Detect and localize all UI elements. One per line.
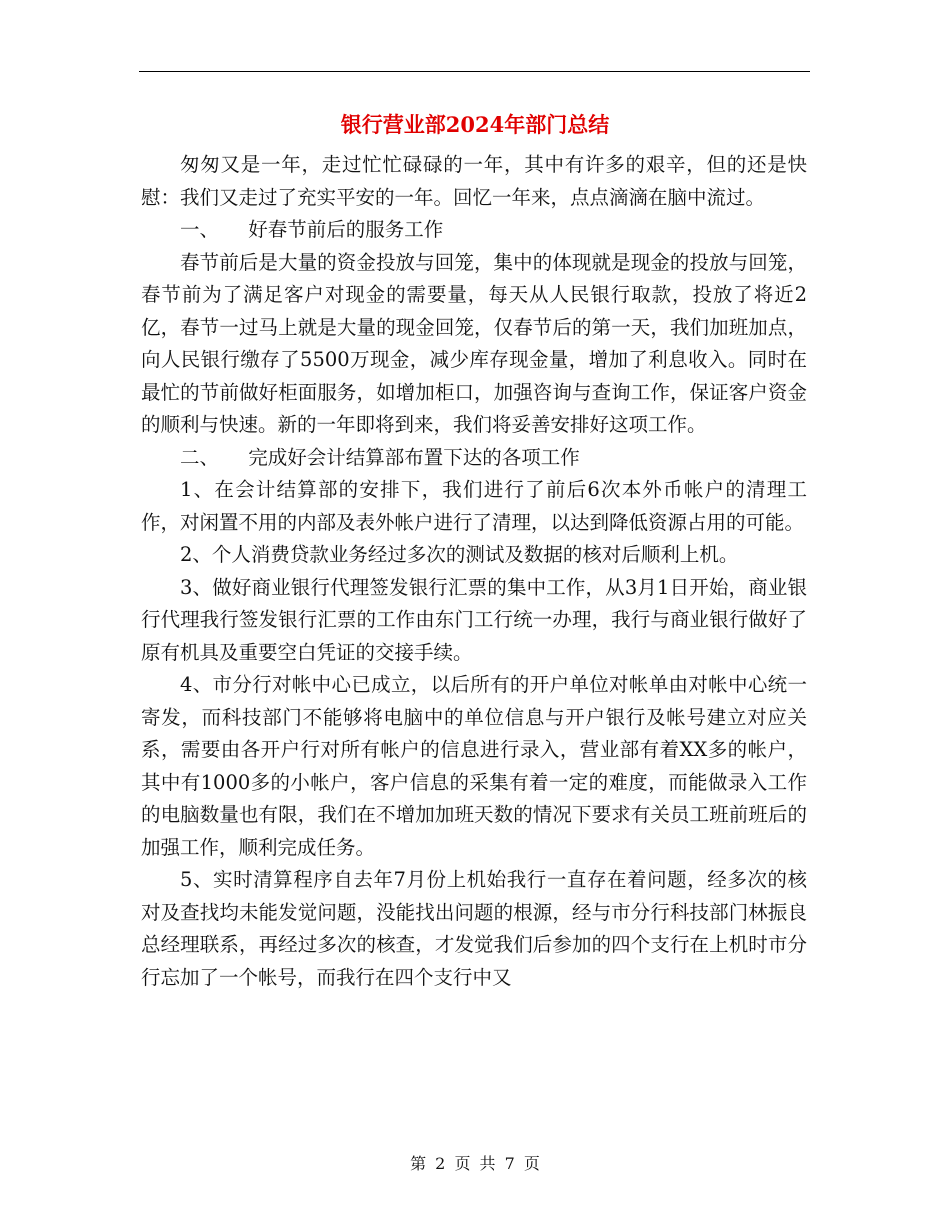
list-item-3: 3、做好商业银行代理签发银行汇票的集中工作，从3月1日开始，商业银行代理我行签发银行汇票的工作由东门工行统一办理，我行与商业银行做好了原有机具及重要空白凭证的交接手续。: [141, 575, 807, 664]
document-body: [141, 149, 807, 994]
section-heading-1: 一、 好春节前后的服务工作: [180, 218, 444, 241]
list-item-4: 4、市分行对帐中心已成立，以后所有的开户单位对帐单由对帐中心统一寄发，而科技部门不能够将电脑中的单位信息与开户银行及帐号建立对应关系，需要由各开户行对所有帐户的信息进行录入，营业部有着XX多的帐户，其中有1000多的小帐户，客户信息的采集有着一定的难度，而能做录入工作的电脑数量也有限，我们在不增加加班天数的情况下要求有关员工班前班后的加强工作，顺利完成任务。: [141, 673, 807, 859]
document-title: 银行营业部2024年部门总结: [340, 112, 610, 137]
header-rule: [139, 71, 810, 72]
paragraph-spring-festival: 春节前后是大量的资金投放与回笼，集中的体现就是现金的投放与回笼，春节前为了满足客户对现金的需要量，每天从人民银行取款，投放了将近2亿，春节一过马上就是大量的现金回笼，仅春节后的第一天，我们加班加点，向人民银行缴存了5500万现金，减少库存现金量，增加了利息收入。同时在最忙的节前做好柜面服务，如增加柜口，加强咨询与查询工作，保证客户资金的顺利与快速。新的一年即将到来，我们将妥善安排好这项工作。: [141, 250, 807, 436]
page-footer: 第 2 页 共 7 页: [410, 1154, 540, 1173]
list-item-1: 1、在会计结算部的安排下，我们进行了前后6次本外币帐户的清理工作，对闲置不用的内部及表外帐户进行了清理，以达到降低资源占用的可能。: [141, 478, 807, 534]
section-heading-2: 二、 完成好会计结算部布置下达的各项工作: [180, 445, 580, 469]
list-item-5: 5、实时清算程序自去年7月份上机始我行一直存在着问题，经多次的核对及查找均未能发觉问题，没能找出问题的根源，经与市分行科技部门林振良总经理联系，再经过多次的核查，才发觉我们后参加的四个支行在上机时市分行忘加了一个帐号，而我行在四个支行中又: [141, 868, 807, 989]
paragraph-intro: 匆匆又是一年，走过忙忙碌碌的一年，其中有许多的艰辛，但的还是快慰：我们又走过了充实平安的一年。回忆一年来，点点滴滴在脑中流过。: [141, 153, 807, 209]
list-item-2: 2、个人消费贷款业务经过多次的测试及数据的核对后顺利上机。: [180, 543, 739, 566]
